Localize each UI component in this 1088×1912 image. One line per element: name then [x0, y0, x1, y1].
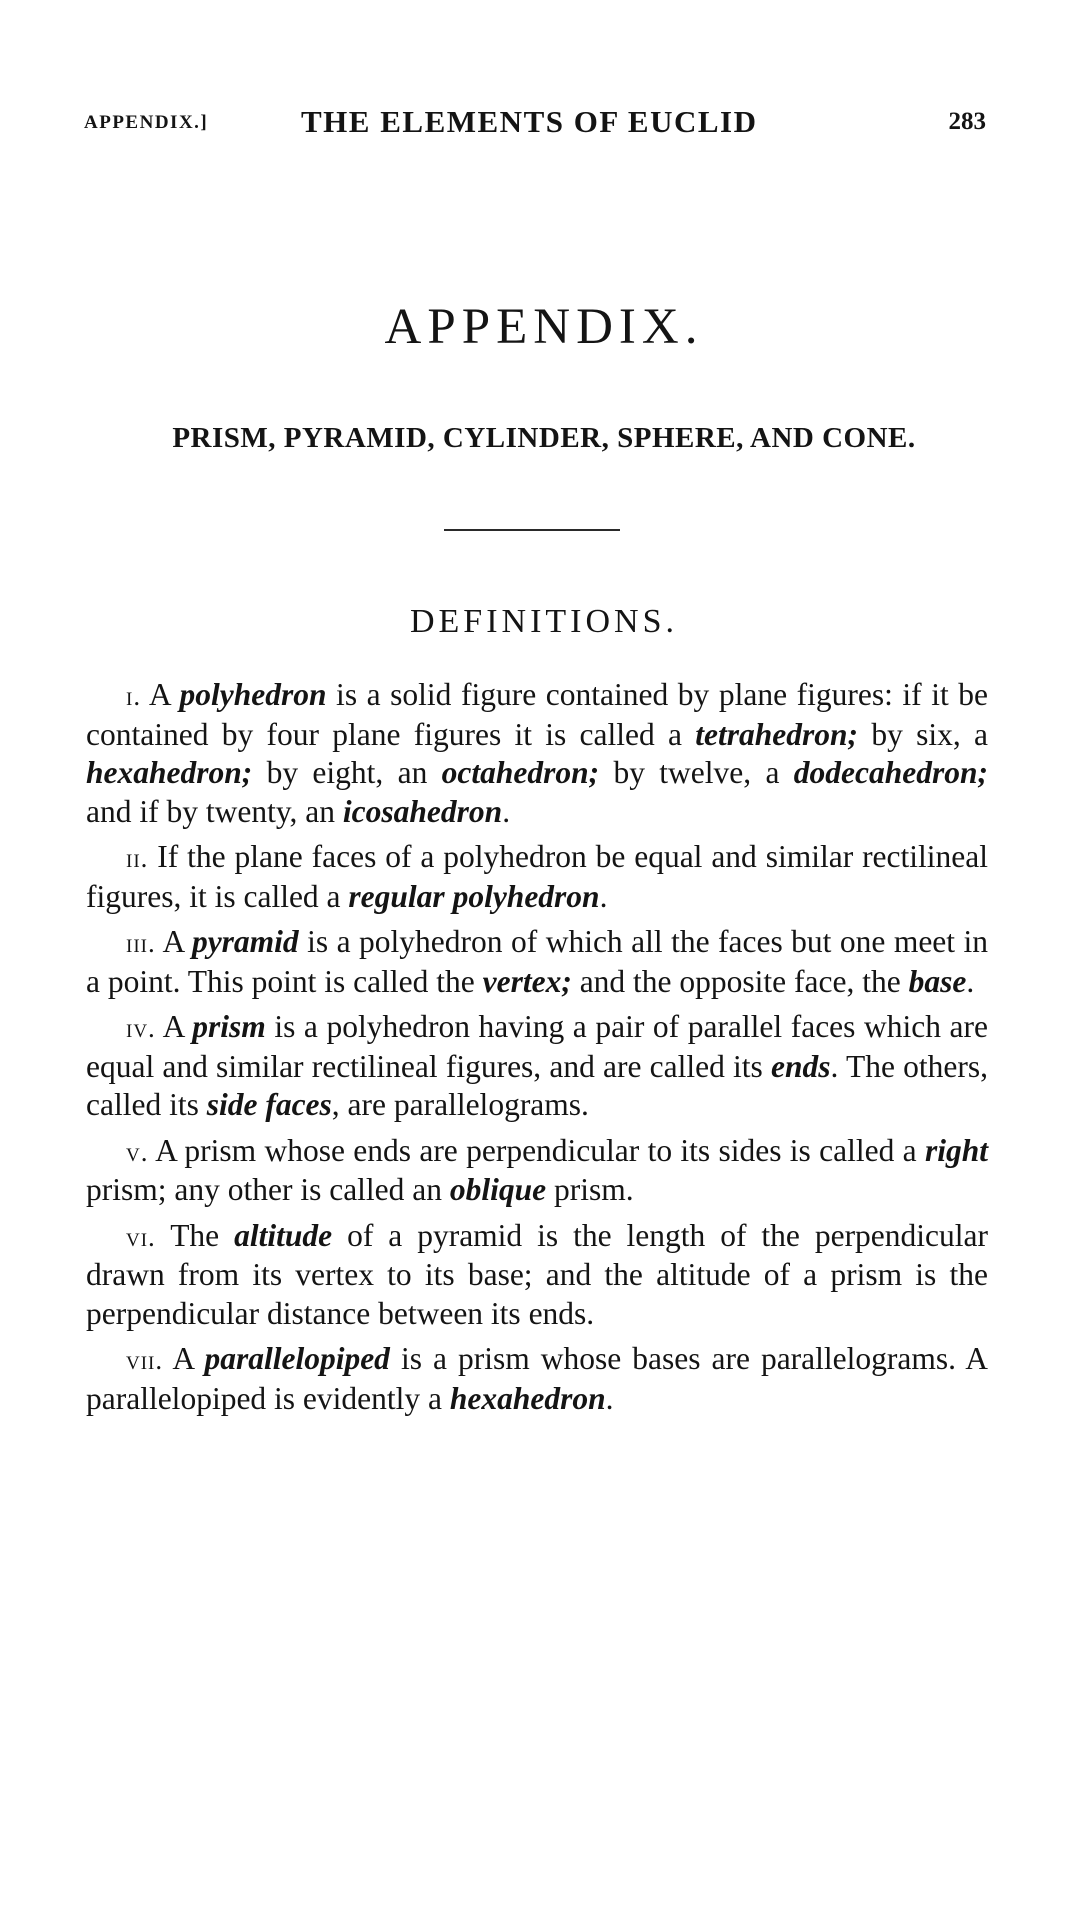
definitions-heading: DEFINITIONS.: [409, 603, 679, 640]
definition-text: and the opposite face, the: [571, 963, 909, 999]
definition-number: iii.: [126, 928, 156, 958]
page-number: 283: [948, 108, 986, 135]
definition-text: by six, a: [858, 716, 988, 752]
definition-text: is a prism whose bases are parallelograms. A parallelopiped is evidently a: [86, 1341, 989, 1416]
definition-text: and if by twenty, an: [86, 793, 343, 829]
running-head-title: THE ELEMENTS OF EUCLID: [301, 104, 758, 139]
defined-term: ends: [770, 1048, 831, 1084]
definition-2: [86, 838, 988, 916]
divider-rule: [444, 529, 620, 531]
definition-number: vii.: [126, 1345, 164, 1375]
defined-term: icosahedron: [342, 793, 503, 829]
running-head: [84, 104, 986, 144]
definition-3: [86, 923, 988, 1001]
definition-number: i.: [126, 681, 142, 711]
definition-4: [86, 1008, 988, 1125]
definition-text: If the plane faces of a polyhedron be equal and similar rectilineal figures, it is called a: [86, 839, 988, 914]
defined-term: octahedron;: [441, 755, 600, 790]
definition-text: A: [155, 1009, 193, 1044]
definition-text: .: [605, 1380, 614, 1416]
definitions-list: [86, 676, 988, 1425]
definition-text: of a pyramid is the length of the perpendicular drawn from its vertex to its base; and the altitude of a prism is the perpendicular distance between its ends.: [86, 1217, 988, 1331]
definition-number: iv.: [126, 1013, 156, 1043]
definition-number: vi.: [126, 1221, 156, 1252]
definition-5: [86, 1132, 988, 1210]
definition-1: [86, 676, 988, 831]
defined-term: hexahedron: [449, 1380, 606, 1416]
appendix-title: APPENDIX.: [384, 299, 704, 355]
definition-text: is a solid figure contained by plane figures: if it be contained by four plane figures it is called a: [86, 677, 988, 752]
appendix-subtitle: PRISM, PYRAMID, CYLINDER, SPHERE, AND CONE.: [172, 422, 916, 454]
definition-text: The: [155, 1217, 235, 1253]
defined-term: regular polyhedron: [348, 878, 600, 914]
running-head-section: APPENDIX.]: [84, 112, 209, 133]
defined-term: polyhedron: [179, 677, 327, 712]
definition-text: by twelve, a: [599, 755, 794, 790]
definition-text: prism.: [546, 1172, 634, 1207]
definition-text: , are parallelograms.: [331, 1087, 589, 1122]
defined-term: tetrahedron;: [695, 716, 859, 752]
defined-term: parallelopiped: [204, 1341, 390, 1376]
definition-text: A: [163, 1341, 205, 1376]
definition-text: prism; any other is called an: [86, 1172, 450, 1207]
defined-term: hexahedron;: [86, 755, 253, 790]
defined-term: dodecahedron;: [793, 755, 988, 790]
definition-6: [86, 1217, 988, 1334]
definition-number: v.: [126, 1136, 149, 1167]
defined-term: altitude: [234, 1217, 333, 1253]
definition-text: is a polyhedron having a pair of parallel faces which are equal and similar rectilineal figures, and are called its: [86, 1009, 988, 1084]
definition-text: .: [502, 793, 511, 829]
definition-text: A: [155, 924, 192, 959]
definition-7: [86, 1340, 988, 1418]
defined-term: side faces: [206, 1087, 332, 1122]
definition-text: A prism whose ends are perpendicular to its sides is called a: [148, 1132, 925, 1168]
definition-text: is a polyhedron of which all the faces but one meet in a point. This point is called the: [86, 924, 989, 999]
defined-term: pyramid: [191, 924, 299, 959]
defined-term: prism: [192, 1009, 266, 1044]
definition-text: .: [966, 963, 975, 999]
defined-term: base: [908, 963, 967, 999]
defined-term: vertex;: [482, 963, 572, 999]
definition-text: A: [141, 677, 180, 712]
definition-text: . The others, called its: [86, 1048, 988, 1122]
definition-number: ii.: [126, 843, 149, 873]
definition-text: by eight, an: [252, 755, 442, 790]
definition-text: .: [599, 878, 608, 914]
defined-term: oblique: [449, 1172, 547, 1207]
defined-term: right: [924, 1132, 988, 1168]
